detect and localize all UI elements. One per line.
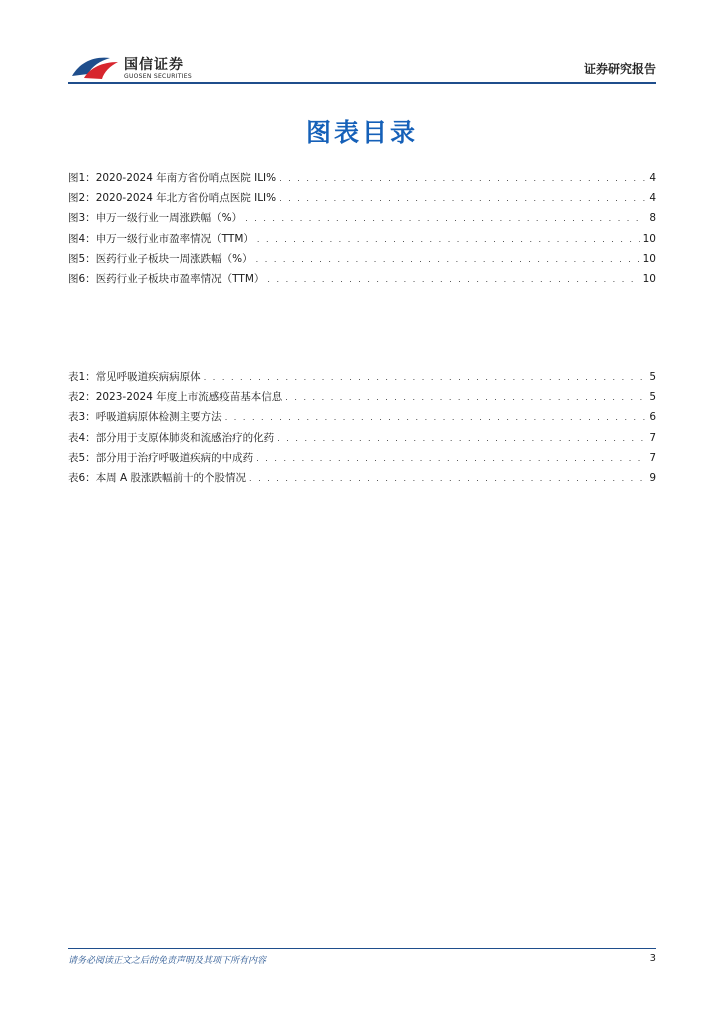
toc-entry-title: 呼吸道病原体检测主要方法 — [95, 411, 222, 424]
toc-entry-label: 表5： — [68, 451, 96, 464]
toc-entry-title: 申万一级行业市盈率情况（TTM） — [95, 232, 254, 245]
toc-entry-title: 2020-2024 年北方省份哨点医院 ILI% — [95, 192, 277, 205]
brand-name-cn: 国信证券 — [124, 57, 184, 73]
toc-entry-page: 9 — [649, 471, 656, 484]
toc-entry-title: 部分用于支原体肺炎和流感治疗的化药 — [95, 431, 275, 444]
toc-entry-page: 7 — [649, 431, 656, 444]
toc-entry-label: 表2： — [68, 391, 96, 404]
toc-entry-title: 部分用于治疗呼吸道疾病的中成药 — [95, 451, 254, 464]
dot-leader — [277, 434, 645, 443]
toc-entry-title: 常见呼吸道疾病病原体 — [95, 371, 201, 383]
dot-leader — [257, 235, 640, 244]
figure-toc-entry[interactable] — [68, 271, 656, 291]
table-toc-entry[interactable] — [68, 389, 656, 409]
brand-name-en: GUOSEN SECURITIES — [124, 73, 193, 80]
page-title: 图表目录 — [305, 118, 418, 147]
figure-toc-entry[interactable] — [68, 170, 656, 190]
toc-entry-page: 10 — [642, 272, 656, 285]
brand-logo — [70, 52, 200, 84]
dot-leader — [256, 454, 645, 463]
toc-entry-title: 2023-2024 年度上市流感疫苗基本信息 — [95, 391, 283, 404]
table-toc-entry[interactable] — [68, 450, 656, 470]
table-list — [68, 369, 656, 490]
toc-entry-page: 10 — [642, 252, 656, 265]
toc-entry-title: 申万一级行业一周涨跌幅（%） — [95, 212, 243, 225]
table-toc-entry[interactable] — [68, 470, 656, 490]
table-toc-entry[interactable] — [68, 430, 656, 450]
figure-toc-entry[interactable] — [68, 251, 656, 271]
dot-leader — [279, 174, 645, 183]
toc-entry-page: 5 — [649, 391, 656, 404]
toc-entry-page: 4 — [649, 172, 656, 184]
toc-entry-label: 图4： — [68, 232, 96, 245]
toc-entry-title: 医药行业子板块一周涨跌幅（%） — [95, 252, 253, 265]
toc-entry-page: 10 — [642, 232, 656, 245]
disclaimer-text: 请务必阅读正文之后的免责声明及其项下所有内容 — [68, 956, 267, 966]
toc-entry-title: 2020-2024 年南方省份哨点医院 ILI% — [95, 172, 277, 184]
page-number: 3 — [649, 953, 656, 964]
toc-entry-label: 图3： — [68, 212, 96, 225]
figure-toc-entry[interactable] — [68, 210, 656, 230]
toc-entry-page: 7 — [649, 451, 656, 464]
dot-leader — [204, 373, 645, 382]
toc-entry-title: 医药行业子板块市盈率情况（TTM） — [95, 272, 265, 285]
page-header — [68, 50, 656, 84]
table-toc-entry[interactable] — [68, 409, 656, 429]
header-divider — [68, 82, 656, 84]
dot-leader — [267, 275, 639, 284]
toc-entry-label: 表1： — [68, 371, 96, 383]
table-toc-entry[interactable] — [68, 369, 656, 389]
toc-entry-label: 图2： — [68, 192, 96, 205]
dot-leader — [245, 214, 645, 223]
dot-leader — [285, 393, 645, 402]
toc-entry-label: 表4： — [68, 431, 96, 444]
toc-entry-label: 图6： — [68, 272, 96, 285]
toc-entry-label: 表3： — [68, 411, 96, 424]
figure-toc-entry[interactable] — [68, 190, 656, 210]
figure-toc-entry[interactable] — [68, 231, 656, 251]
toc-entry-page: 8 — [649, 212, 656, 225]
footer-divider — [68, 948, 656, 949]
report-type-label: 证券研究报告 — [583, 62, 656, 76]
toc-entry-title: 本周 A 股涨跌幅前十的个股情况 — [95, 471, 247, 484]
toc-entry-page: 6 — [649, 411, 656, 424]
guosen-logo-icon — [70, 52, 122, 82]
toc-entry-page: 4 — [649, 192, 656, 205]
dot-leader — [225, 413, 645, 422]
figure-list — [68, 170, 656, 291]
toc-entry-label: 图5： — [68, 252, 96, 265]
toc-entry-label: 图1： — [68, 172, 96, 184]
dot-leader — [256, 255, 640, 264]
dot-leader — [279, 194, 645, 203]
dot-leader — [249, 474, 645, 483]
toc-entry-page: 5 — [649, 371, 656, 383]
toc-entry-label: 表6： — [68, 471, 96, 484]
